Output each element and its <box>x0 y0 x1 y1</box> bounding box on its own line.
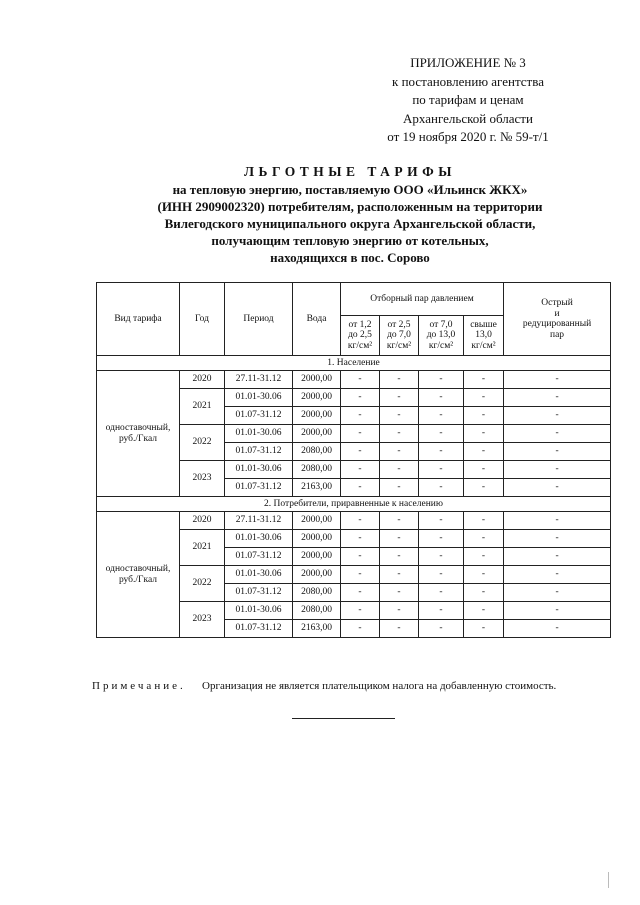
section-row <box>97 497 611 512</box>
dash-cell: - <box>504 407 611 425</box>
annex-line: ПРИЛОЖЕНИЕ № 3 <box>410 55 526 70</box>
dash-cell: - <box>341 389 380 407</box>
dash-cell: - <box>504 602 611 620</box>
dash-cell: - <box>380 443 419 461</box>
dash-cell: - <box>504 389 611 407</box>
period-cell: 01.01-30.06 <box>225 461 293 479</box>
dash-cell: - <box>380 371 419 389</box>
dash-cell: - <box>380 479 419 497</box>
header-sharp-line: пар <box>550 329 565 340</box>
header-steam-line: кг/см² <box>347 340 373 351</box>
dash-cell: - <box>504 566 611 584</box>
water-cell: 2000,00 <box>293 407 341 425</box>
water-cell: 2080,00 <box>293 443 341 461</box>
period-cell: 01.07-31.12 <box>225 584 293 602</box>
dash-cell: - <box>419 584 464 602</box>
dash-cell: - <box>504 512 611 530</box>
dash-cell: - <box>380 461 419 479</box>
dash-cell: - <box>341 425 380 443</box>
tariff-table <box>96 282 611 638</box>
note-label: Примечание. <box>92 680 186 692</box>
water-cell: 2000,00 <box>293 371 341 389</box>
water-cell: 2000,00 <box>293 512 341 530</box>
header-steam-col <box>464 316 504 356</box>
year-cell: 2020 <box>180 512 225 530</box>
dash-cell: - <box>419 371 464 389</box>
header-steam-line: свыше <box>470 319 497 330</box>
dash-cell: - <box>341 512 380 530</box>
dash-cell: - <box>341 584 380 602</box>
dash-cell: - <box>504 371 611 389</box>
annex-line: от 19 ноября 2020 г. № 59-т/1 <box>387 129 549 144</box>
dash-cell: - <box>464 425 504 443</box>
header-steam-line: кг/см² <box>471 340 496 351</box>
dash-cell: - <box>419 548 464 566</box>
dash-cell: - <box>419 389 464 407</box>
annex-line: Архангельской области <box>403 110 533 126</box>
header-steam-col <box>341 316 380 356</box>
scan-mark <box>608 872 613 888</box>
water-cell: 2000,00 <box>293 425 341 443</box>
water-cell: 2163,00 <box>293 479 341 497</box>
dash-cell: - <box>341 407 380 425</box>
dash-cell: - <box>341 371 380 389</box>
water-cell: 2000,00 <box>293 530 341 548</box>
dash-cell: - <box>419 566 464 584</box>
dash-cell: - <box>341 620 380 638</box>
header-steam: Отборный пар давлением <box>341 283 504 316</box>
title-main: ЛЬГОТНЫЕ ТАРИФЫ <box>243 164 457 179</box>
table-row <box>97 371 611 389</box>
note-text: Организация не является плательщиком налога на добавленную стоимость. <box>202 680 557 692</box>
dash-cell: - <box>341 548 380 566</box>
header-steam-col <box>380 316 419 356</box>
dash-cell: - <box>504 479 611 497</box>
year-cell: 2022 <box>180 425 225 461</box>
dash-cell: - <box>464 548 504 566</box>
note <box>92 680 612 692</box>
signature-line <box>292 718 395 719</box>
tariff-type-cell <box>97 371 180 497</box>
title-line: находящихся в пос. Сорово <box>270 250 430 265</box>
dash-cell: - <box>464 602 504 620</box>
dash-cell: - <box>341 566 380 584</box>
header-steam-line: кг/см² <box>386 340 412 351</box>
dash-cell: - <box>464 461 504 479</box>
header-steam-col <box>419 316 464 356</box>
title-line: Вилегодского муниципального округа Архангельской области, <box>164 216 536 231</box>
dash-cell: - <box>341 602 380 620</box>
year-cell: 2023 <box>180 461 225 497</box>
header-year: Год <box>180 283 225 356</box>
dash-cell: - <box>341 530 380 548</box>
year-cell: 2023 <box>180 602 225 638</box>
dash-cell: - <box>504 530 611 548</box>
header-steam-line: кг/см² <box>428 340 454 351</box>
dash-cell: - <box>464 407 504 425</box>
header-sharp-line: редуцированный <box>522 319 592 329</box>
water-cell: 2163,00 <box>293 620 341 638</box>
dash-cell: - <box>464 584 504 602</box>
section-row <box>97 356 611 371</box>
table-row <box>97 512 611 530</box>
period-cell: 01.01-30.06 <box>225 425 293 443</box>
dash-cell: - <box>464 443 504 461</box>
dash-cell: - <box>380 584 419 602</box>
period-cell: 01.07-31.12 <box>225 479 293 497</box>
header-period: Период <box>225 283 293 356</box>
section-title: 1. Население <box>97 356 611 371</box>
header-steam-line: до 7,0 <box>387 330 411 341</box>
dash-cell: - <box>341 461 380 479</box>
dash-cell: - <box>380 407 419 425</box>
dash-cell: - <box>380 566 419 584</box>
dash-cell: - <box>464 530 504 548</box>
dash-cell: - <box>419 407 464 425</box>
header-sharp-steam <box>504 283 611 356</box>
water-cell: 2080,00 <box>293 584 341 602</box>
year-cell: 2021 <box>180 389 225 425</box>
dash-cell: - <box>419 602 464 620</box>
water-cell: 2080,00 <box>293 461 341 479</box>
tariff-type-cell <box>97 512 180 638</box>
dash-cell: - <box>464 479 504 497</box>
dash-cell: - <box>464 512 504 530</box>
dash-cell: - <box>504 620 611 638</box>
period-cell: 01.07-31.12 <box>225 443 293 461</box>
dash-cell: - <box>380 530 419 548</box>
tariff-type-line: одноставочный, <box>105 423 171 433</box>
dash-cell: - <box>504 461 611 479</box>
dash-cell: - <box>419 443 464 461</box>
header-sharp-line: Острый <box>541 298 573 308</box>
dash-cell: - <box>419 512 464 530</box>
header-water: Вода <box>293 283 341 356</box>
period-cell: 01.07-31.12 <box>225 620 293 638</box>
header-steam-line: от 2,5 <box>387 319 411 330</box>
header-steam-line: от 7,0 <box>429 319 453 330</box>
dash-cell: - <box>341 479 380 497</box>
year-cell: 2020 <box>180 371 225 389</box>
dash-cell: - <box>380 620 419 638</box>
header-steam-line: от 1,2 <box>348 319 372 330</box>
header-steam-line: 13,0 <box>475 330 492 341</box>
section-title: 2. Потребители, приравненные к населению <box>97 497 611 512</box>
header-steam-line: до 13,0 <box>426 330 456 341</box>
period-cell: 01.01-30.06 <box>225 389 293 407</box>
dash-cell: - <box>380 512 419 530</box>
dash-cell: - <box>464 389 504 407</box>
tariff-type-line: руб./Гкал <box>118 574 158 585</box>
dash-cell: - <box>380 602 419 620</box>
dash-cell: - <box>341 443 380 461</box>
dash-cell: - <box>419 461 464 479</box>
year-cell: 2021 <box>180 530 225 566</box>
header-tariff-type: Вид тарифа <box>97 283 180 356</box>
dash-cell: - <box>419 479 464 497</box>
dash-cell: - <box>464 371 504 389</box>
title-line: на тепловую энергию, поставляемую ООО «Ильинск ЖКХ» <box>172 182 528 197</box>
annex-line: по тарифам и ценам <box>412 92 524 107</box>
year-cell: 2022 <box>180 566 225 602</box>
dash-cell: - <box>464 566 504 584</box>
annex-line: к постановлению агентства <box>392 73 544 89</box>
period-cell: 01.01-30.06 <box>225 566 293 584</box>
dash-cell: - <box>419 530 464 548</box>
dash-cell: - <box>419 620 464 638</box>
dash-cell: - <box>380 425 419 443</box>
period-cell: 27.11-31.12 <box>225 512 293 530</box>
dash-cell: - <box>464 620 504 638</box>
period-cell: 01.01-30.06 <box>225 602 293 620</box>
dash-cell: - <box>419 425 464 443</box>
period-cell: 01.01-30.06 <box>225 530 293 548</box>
dash-cell: - <box>504 443 611 461</box>
dash-cell: - <box>504 425 611 443</box>
header-steam-line: до 2,5 <box>348 330 372 341</box>
dash-cell: - <box>380 548 419 566</box>
water-cell: 2000,00 <box>293 548 341 566</box>
period-cell: 01.07-31.12 <box>225 407 293 425</box>
dash-cell: - <box>504 548 611 566</box>
dash-cell: - <box>504 584 611 602</box>
title-line: получающим тепловую энергию от котельных, <box>211 233 489 248</box>
tariff-type-line: руб./Гкал <box>118 433 158 444</box>
annex-block <box>350 54 586 147</box>
tariff-type-line: одноставочный, <box>105 564 171 574</box>
title-line: (ИНН 2909002320) потребителям, расположенным на территории <box>157 199 543 214</box>
period-cell: 27.11-31.12 <box>225 371 293 389</box>
document-title <box>92 163 608 266</box>
water-cell: 2080,00 <box>293 602 341 620</box>
header-sharp-line: и <box>554 308 560 319</box>
dash-cell: - <box>380 389 419 407</box>
period-cell: 01.07-31.12 <box>225 548 293 566</box>
water-cell: 2000,00 <box>293 389 341 407</box>
water-cell: 2000,00 <box>293 566 341 584</box>
